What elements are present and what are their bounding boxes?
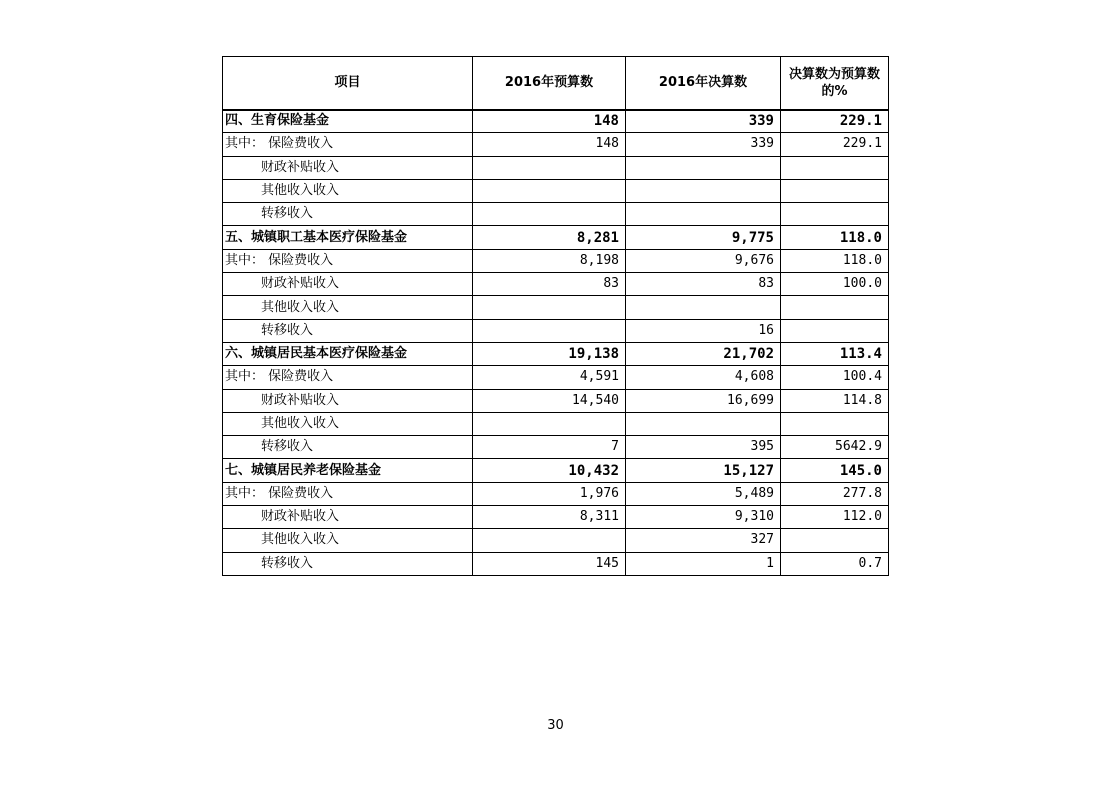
cell-ratio: 277.8 <box>781 482 889 505</box>
cell-actual <box>626 203 781 226</box>
row-label: 其他收入收入 <box>223 296 473 319</box>
cell-budget: 148 <box>473 110 626 133</box>
table-row <box>223 203 889 226</box>
cell-budget <box>473 203 626 226</box>
cell-ratio: 113.4 <box>781 342 889 365</box>
table-row <box>223 412 889 435</box>
row-label: 四、生育保险基金 <box>223 110 473 133</box>
cell-actual: 5,489 <box>626 482 781 505</box>
cell-ratio <box>781 529 889 552</box>
cell-budget: 1,976 <box>473 482 626 505</box>
cell-ratio: 118.0 <box>781 226 889 249</box>
cell-actual: 339 <box>626 110 781 133</box>
cell-actual: 327 <box>626 529 781 552</box>
row-label: 财政补贴收入 <box>223 389 473 412</box>
table-row <box>223 552 889 575</box>
row-label: 其他收入收入 <box>223 179 473 202</box>
header-item: 项目 <box>223 57 473 110</box>
table-row <box>223 436 889 459</box>
cell-budget <box>473 156 626 179</box>
table-row <box>223 389 889 412</box>
row-label: 其中： 保险费收入 <box>223 482 473 505</box>
table-row <box>223 319 889 342</box>
table-row <box>223 296 889 319</box>
header-ratio: 决算数为预算数的% <box>781 57 889 110</box>
cell-budget <box>473 319 626 342</box>
row-label: 六、城镇居民基本医疗保险基金 <box>223 342 473 365</box>
table-row <box>223 482 889 505</box>
cell-actual <box>626 412 781 435</box>
cell-budget: 145 <box>473 552 626 575</box>
cell-ratio: 145.0 <box>781 459 889 482</box>
cell-actual: 15,127 <box>626 459 781 482</box>
cell-budget: 8,281 <box>473 226 626 249</box>
row-label: 转移收入 <box>223 319 473 342</box>
cell-actual <box>626 179 781 202</box>
cell-actual: 16 <box>626 319 781 342</box>
cell-ratio: 114.8 <box>781 389 889 412</box>
cell-ratio <box>781 319 889 342</box>
row-label: 财政补贴收入 <box>223 273 473 296</box>
table-row <box>223 179 889 202</box>
table-section-row <box>223 342 889 365</box>
cell-actual: 83 <box>626 273 781 296</box>
table-row <box>223 506 889 529</box>
cell-ratio <box>781 179 889 202</box>
header-budget: 2016年预算数 <box>473 57 626 110</box>
cell-budget: 148 <box>473 133 626 156</box>
row-label: 转移收入 <box>223 436 473 459</box>
table-row <box>223 133 889 156</box>
table-body <box>223 110 889 576</box>
table-row <box>223 156 889 179</box>
table-section-row <box>223 110 889 133</box>
cell-ratio <box>781 412 889 435</box>
row-label: 财政补贴收入 <box>223 506 473 529</box>
cell-actual: 9,310 <box>626 506 781 529</box>
cell-actual: 16,699 <box>626 389 781 412</box>
cell-budget: 10,432 <box>473 459 626 482</box>
cell-actual: 9,676 <box>626 249 781 272</box>
page-number: 30 <box>547 718 564 733</box>
cell-ratio: 229.1 <box>781 110 889 133</box>
cell-ratio <box>781 156 889 179</box>
row-label: 财政补贴收入 <box>223 156 473 179</box>
table-section-row <box>223 459 889 482</box>
cell-ratio: 5642.9 <box>781 436 889 459</box>
row-label: 七、城镇居民养老保险基金 <box>223 459 473 482</box>
cell-ratio: 0.7 <box>781 552 889 575</box>
cell-budget <box>473 179 626 202</box>
row-label: 其中： 保险费收入 <box>223 366 473 389</box>
cell-actual: 1 <box>626 552 781 575</box>
row-label: 其中： 保险费收入 <box>223 249 473 272</box>
cell-actual: 395 <box>626 436 781 459</box>
cell-ratio <box>781 203 889 226</box>
row-label: 其他收入收入 <box>223 412 473 435</box>
header-actual: 2016年决算数 <box>626 57 781 110</box>
fund-revenue-table <box>222 56 889 576</box>
cell-actual: 9,775 <box>626 226 781 249</box>
table-row <box>223 273 889 296</box>
row-label: 其中： 保险费收入 <box>223 133 473 156</box>
row-label: 转移收入 <box>223 552 473 575</box>
table-row <box>223 366 889 389</box>
cell-budget <box>473 529 626 552</box>
row-label: 转移收入 <box>223 203 473 226</box>
cell-budget: 14,540 <box>473 389 626 412</box>
table-section-row <box>223 226 889 249</box>
cell-budget <box>473 296 626 319</box>
cell-budget: 7 <box>473 436 626 459</box>
cell-actual <box>626 296 781 319</box>
cell-actual <box>626 156 781 179</box>
cell-budget <box>473 412 626 435</box>
row-label: 五、城镇职工基本医疗保险基金 <box>223 226 473 249</box>
table-row <box>223 249 889 272</box>
cell-budget: 8,198 <box>473 249 626 272</box>
row-label: 其他收入收入 <box>223 529 473 552</box>
cell-ratio: 100.4 <box>781 366 889 389</box>
cell-ratio: 100.0 <box>781 273 889 296</box>
cell-budget: 83 <box>473 273 626 296</box>
cell-ratio: 112.0 <box>781 506 889 529</box>
cell-ratio: 229.1 <box>781 133 889 156</box>
cell-budget: 4,591 <box>473 366 626 389</box>
cell-budget: 8,311 <box>473 506 626 529</box>
cell-ratio <box>781 296 889 319</box>
cell-actual: 4,608 <box>626 366 781 389</box>
cell-budget: 19,138 <box>473 342 626 365</box>
table-row <box>223 529 889 552</box>
cell-actual: 339 <box>626 133 781 156</box>
cell-ratio: 118.0 <box>781 249 889 272</box>
table-header-row <box>223 57 889 110</box>
cell-actual: 21,702 <box>626 342 781 365</box>
